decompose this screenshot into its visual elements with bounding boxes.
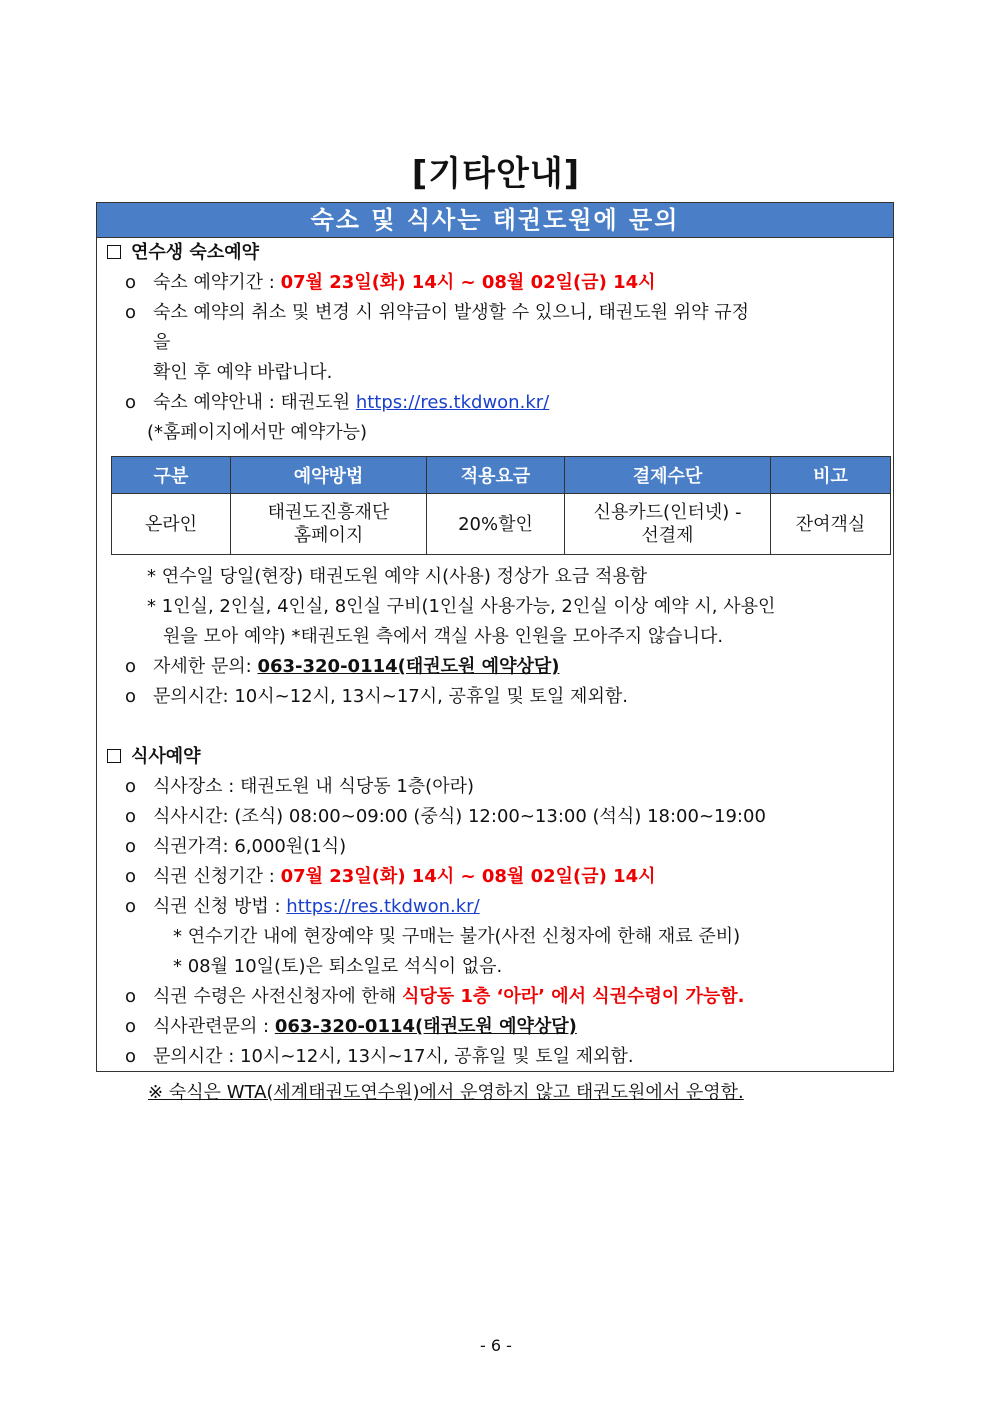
lodging-guide-label: 숙소 예약안내 : 태권도원 <box>153 392 356 413</box>
table-cell: 온라인 <box>112 494 231 555</box>
lodging-heading <box>107 241 259 265</box>
table-header: 결제수단 <box>565 457 771 494</box>
lodging-hours <box>125 685 628 709</box>
bullet-circle-icon: o <box>125 866 137 887</box>
lodging-guide-note: (*홈페이지에서만 예약가능) <box>147 422 368 443</box>
bullet-circle-icon: o <box>125 656 137 677</box>
lodging-period <box>125 271 656 295</box>
lodging-cancel-line2: 을 <box>153 332 171 353</box>
table-cell: 잔여객실 <box>771 494 891 555</box>
table-header: 비고 <box>771 457 891 494</box>
meal-inquiry-label: 식사관련문의 : <box>153 1016 275 1037</box>
table-header: 구분 <box>112 457 231 494</box>
meal-note1: * 연수기간 내에 현장예약 및 구매는 불가(사전 신청자에 한해 재료 준비) <box>173 926 741 947</box>
meal-receive-value: 식당동 1층 ‘아라’ 에서 식권수령이 가능함. <box>401 986 745 1007</box>
bullet-circle-icon: o <box>125 776 137 797</box>
bullet-circle-icon: o <box>125 806 137 827</box>
lodging-cancel <box>125 301 749 325</box>
meal-price-text: 식권가격: 6,000원(1식) <box>153 836 347 857</box>
table-cell <box>231 494 427 555</box>
table-cell-line: 태권도진흥재단 <box>267 502 390 523</box>
checkbox-square-icon <box>107 749 121 763</box>
lodging-note2a: * 1인실, 2인실, 4인실, 8인실 구비(1인실 사용가능, 2인실 이상 예약 시, 사용인 <box>147 596 776 617</box>
checkbox-square-icon <box>107 245 121 259</box>
bullet-circle-icon: o <box>125 986 137 1007</box>
lodging-heading-text: 연수생 숙소예약 <box>131 242 259 263</box>
bullet-circle-icon: o <box>125 686 137 707</box>
meal-times <box>125 805 766 829</box>
meal-place <box>125 775 474 799</box>
meal-place-text: 식사장소 : 태권도원 내 식당동 1층(아라) <box>153 776 474 797</box>
info-box <box>96 202 894 1072</box>
footnote: ※ 숙식은 WTA(세계태권도연수원)에서 운영하지 않고 태권도원에서 운영함. <box>148 1082 744 1103</box>
meal-receive-label: 식권 수령은 사전신청자에 한해 <box>153 986 402 1007</box>
meal-note2: * 08월 10일(토)은 퇴소일로 석식이 없음. <box>173 956 503 977</box>
bullet-circle-icon: o <box>125 896 137 917</box>
meal-period-value: 07월 23일(화) 14시 ~ 08월 02일(금) 14시 <box>280 866 656 887</box>
bullet-circle-icon: o <box>125 1016 137 1037</box>
bullet-circle-icon: o <box>125 836 137 857</box>
table-cell <box>565 494 771 555</box>
bullet-circle-icon: o <box>125 302 137 323</box>
meal-period <box>125 865 656 889</box>
lodging-note1: * 연수일 당일(현장) 태권도원 예약 시(사용) 정상가 요금 적용함 <box>147 566 648 587</box>
meal-reservation-link[interactable]: https://res.tkdwon.kr/ <box>286 896 480 917</box>
meal-heading-text: 식사예약 <box>131 746 201 767</box>
meal-method-label: 식권 신청 방법 : <box>153 896 287 917</box>
meal-price <box>125 835 346 859</box>
bullet-circle-icon: o <box>125 272 137 293</box>
meal-period-label: 식권 신청기간 : <box>153 866 281 887</box>
bullet-circle-icon: o <box>125 392 137 413</box>
lodging-inquiry-phone: 063-320-0114(태권도원 예약상담) <box>257 656 560 677</box>
lodging-note2b: 원을 모아 예약) *태권도원 측에서 객실 사용 인원을 모아주지 않습니다. <box>163 626 724 647</box>
meal-receive <box>125 985 745 1009</box>
meal-hours <box>125 1045 634 1069</box>
lodging-period-value: 07월 23일(화) 14시 ~ 08월 02일(금) 14시 <box>280 272 656 293</box>
table-cell: 20%할인 <box>427 494 565 555</box>
lodging-guide <box>125 391 549 415</box>
meal-times-text: 식사시간: (조식) 08:00~09:00 (중식) 12:00~13:00 (석식) 18:00~19:00 <box>153 806 766 827</box>
table-header: 적용요금 <box>427 457 565 494</box>
page-title: [기타안내] <box>411 154 581 194</box>
table-cell-line: 선결제 <box>641 525 694 546</box>
lodging-cancel-line3: 확인 후 예약 바랍니다. <box>153 362 333 383</box>
table-header-row <box>112 457 891 494</box>
page-number: - 6 - <box>480 1336 512 1355</box>
table-cell-line: 신용카드(인터넷) - <box>593 502 742 523</box>
lodging-cancel-line1: 숙소 예약의 취소 및 변경 시 위약금이 발생할 수 있으니, 태권도원 위약 규정 <box>153 302 750 323</box>
reservation-link[interactable]: https://res.tkdwon.kr/ <box>355 392 550 413</box>
lodging-inquiry <box>125 655 559 679</box>
table-header: 예약방법 <box>231 457 427 494</box>
bullet-circle-icon: o <box>125 1046 137 1067</box>
meal-hours-text: 문의시간 : 10시~12시, 13시~17시, 공휴일 및 토일 제외함. <box>153 1046 634 1067</box>
lodging-inquiry-label: 자세한 문의: <box>153 656 258 677</box>
box-header: 숙소 및 식사는 태권도원에 문의 <box>97 203 893 238</box>
reservation-table <box>111 456 891 555</box>
meal-heading <box>107 745 201 769</box>
table-row <box>112 494 891 555</box>
meal-method <box>125 895 480 919</box>
meal-inquiry-phone: 063-320-0114(태권도원 예약상담) <box>274 1016 577 1037</box>
table-cell-line: 홈페이지 <box>293 525 364 546</box>
lodging-period-label: 숙소 예약기간 : <box>153 272 281 293</box>
lodging-hours-text: 문의시간: 10시~12시, 13시~17시, 공휴일 및 토일 제외함. <box>153 686 628 707</box>
meal-inquiry <box>125 1015 577 1039</box>
